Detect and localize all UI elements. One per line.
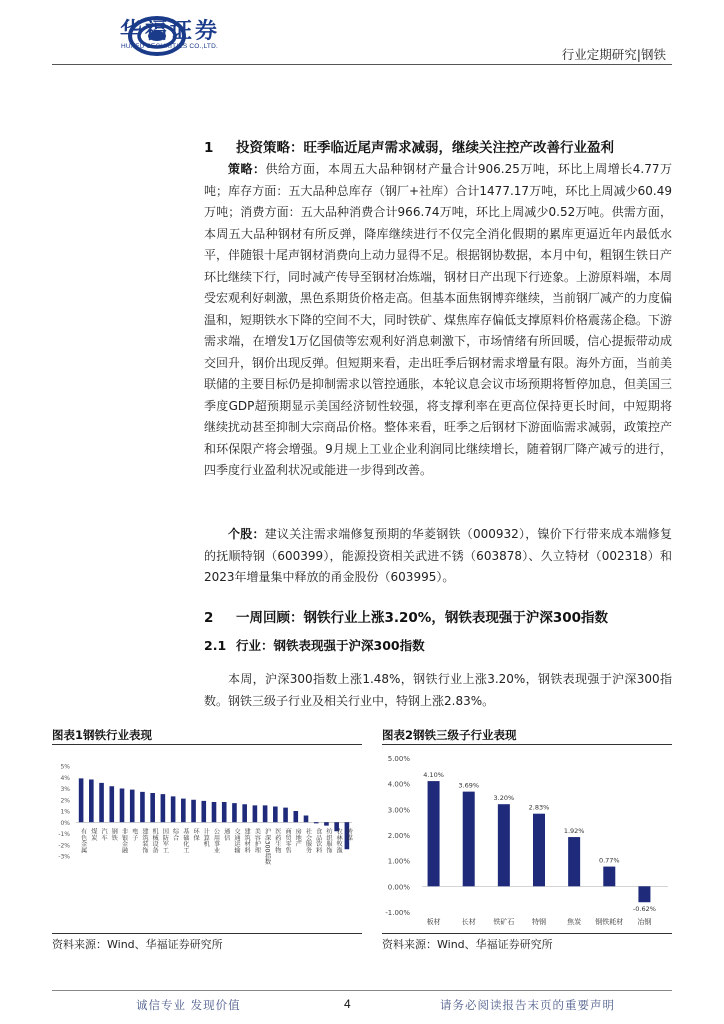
x-tick-label: 沪深300指数	[263, 828, 271, 865]
x-tick-label: 非银金融	[120, 828, 128, 854]
strategy-text: 供给方面，本周五大品种钢材产量合计906.25万吨，环比上周增长4.77万吨；库存方面：五大品种总库存（钢厂+社库）合计1477.17万吨，环比上周减少60.49万吨；消费方面：五大品种消费合计966.74万吨，环比上周减少0.52万吨。供需方面，本周五大品种钢材有所反弹，降库继续进行不仅完全消化假期的累库更逼近年内最低水平，伴随银十尾声钢材消费向上动力显得不足。根据钢协数据，本月中旬，粗钢生铁日产环比继续下行，同时减产传导至钢材冶炼端，钢材日产出现下行迹象。上游原料端，本周受宏观利好刺激，黑色系期货价格走高。但基本面焦钢博弈继续，当前钢厂减产的力度偏温和，短期铁水下降的空间不大，同时铁矿、煤焦库存偏低支撑原料价格震荡企稳。下游需求端，在增发1万亿国债等宏观利好消息刺激下，市场情绪有所回暖，信心提振带动成交回升，钢价出现反弹。但短期来看，走出旺季后钢材需求增量有限。海外方面，当前美联储的主要目标仍是抑制需求以管控通胀，本轮议息会议市场预期将暂停加息，但美国三季度GDP超预期显示美国经济韧性较强，将支撑利率在更高位保持更长时间，中短期将继续扰动甚至抑制大宗商品价格。整体来看，旺季之后钢材下游面临需求减弱，政策控产和环保限产将会增强。9月规上工业企业利润同比继续增长，随着钢厂降产减亏的进行，四季度行业盈利状况或能进一步得到改善。	[204, 162, 673, 477]
x-tick-label: 长材	[461, 918, 476, 926]
bar	[120, 789, 125, 823]
y-tick-label: -2%	[58, 842, 70, 850]
figure1-source: 资料来源：Wind、华福证券研究所	[52, 938, 223, 951]
footer-divider	[52, 990, 672, 991]
bar	[638, 886, 650, 902]
bar	[304, 816, 309, 823]
data-label: 2.83%	[528, 803, 550, 812]
bar	[273, 807, 278, 823]
bar	[232, 803, 237, 822]
bar	[428, 781, 440, 886]
bar	[533, 814, 545, 887]
bar	[79, 778, 84, 822]
y-tick-label: -1%	[58, 831, 70, 838]
bar	[201, 801, 206, 822]
bar	[140, 792, 145, 822]
x-tick-label: 特钢	[532, 918, 546, 926]
data-label: 0.77%	[598, 856, 620, 865]
x-tick-label: 传媒	[345, 828, 353, 841]
report-type: 行业定期研究|钢铁	[561, 47, 666, 62]
x-tick-label: 国防军工	[161, 828, 169, 854]
x-tick-label: 钢铁耗材	[595, 918, 624, 926]
footer-disclaimer: 请务必阅读报告末页的重要声明	[440, 998, 615, 1012]
y-tick-label: 4.00%	[387, 780, 410, 789]
y-tick-label: 3%	[60, 786, 70, 793]
x-tick-label: 计算机	[202, 828, 210, 847]
data-label: -0.62%	[632, 905, 656, 914]
section2-1-heading	[204, 636, 425, 654]
y-tick-label: 5%	[60, 763, 70, 771]
x-tick-label: 冶钢	[637, 918, 652, 926]
y-tick-label: -1.00%	[385, 909, 410, 917]
figure2-bottom-rule	[382, 933, 672, 934]
y-tick-label: 0.00%	[387, 883, 410, 892]
x-tick-label: 美容护理	[253, 828, 261, 854]
strategy-paragraph	[204, 159, 672, 482]
bar	[171, 796, 176, 822]
y-tick-label: 5.00%	[387, 755, 410, 763]
bar	[212, 802, 217, 822]
data-label: 4.10%	[423, 771, 444, 780]
x-tick-label: 铁矿石	[493, 918, 515, 926]
bar	[314, 822, 319, 823]
bar	[283, 808, 288, 823]
header-divider	[52, 64, 672, 65]
bar	[191, 800, 196, 823]
bar	[242, 804, 247, 822]
footer-slogan: 诚信专业 发现价值	[136, 998, 241, 1012]
section2-number: 2	[204, 610, 214, 626]
y-tick-label: 2%	[60, 797, 70, 805]
company-name-cn: 华福证券	[120, 19, 221, 44]
bar	[89, 780, 94, 823]
figure2-top-rule	[382, 744, 672, 745]
section1-title: 投资策略：旺季临近尾声需求减弱，继续关注控产改善行业盈利	[236, 140, 614, 156]
bar	[181, 799, 186, 823]
bar	[498, 804, 510, 886]
x-tick-label: 建筑材料	[243, 828, 251, 854]
y-tick-label: 1.00%	[387, 857, 410, 866]
bar	[150, 793, 155, 822]
x-tick-label: 医药生物	[273, 828, 281, 854]
figure1-title: 图表1钢铁行业表现	[52, 728, 153, 742]
x-tick-label: 纺织服饰	[324, 828, 332, 854]
figure2-chart	[382, 748, 672, 932]
x-tick-label: 农林牧渔	[335, 828, 343, 854]
figure2-source: 资料来源：Wind、华福证券研究所	[382, 938, 553, 951]
x-tick-label: 公用事业	[212, 828, 220, 854]
x-tick-label: 通信	[222, 828, 230, 841]
bar	[130, 790, 135, 823]
data-label: 3.20%	[493, 794, 515, 803]
bar	[324, 822, 329, 825]
y-tick-label: 2.00%	[387, 832, 410, 840]
data-label: 1.92%	[563, 827, 585, 836]
section2-heading	[204, 606, 608, 626]
x-tick-label: 钢铁	[110, 828, 118, 841]
bar	[293, 811, 298, 822]
bar	[109, 786, 114, 822]
figure1-top-rule	[52, 744, 362, 745]
bar	[463, 792, 475, 887]
data-label: 3.69%	[458, 781, 480, 790]
bar	[253, 805, 258, 822]
x-tick-label: 社会服务	[304, 828, 312, 854]
y-tick-label: 3.00%	[387, 806, 410, 815]
section2-1-number: 2.1	[204, 638, 227, 653]
section1-heading	[204, 136, 614, 156]
section2-1-title: 行业：钢铁表现强于沪深300指数	[236, 638, 425, 653]
y-tick-label: 4%	[60, 774, 70, 782]
x-tick-label: 房地产	[294, 828, 302, 847]
y-tick-label: 0%	[60, 819, 70, 827]
x-tick-label: 综合	[171, 828, 179, 841]
bar	[99, 783, 104, 822]
stocks-text: 建议关注需求端修复预期的华菱钢铁（000932），镍价下行带来成本端修复的抚顺特钢（600399），能源投资相关武进不锈（603878）、久立特材（002318）和2023年增量集中释放的甬金股份（603995）。	[204, 527, 672, 584]
x-tick-label: 食品饮料	[314, 828, 322, 854]
bar	[222, 802, 227, 822]
x-tick-label: 机械设备	[151, 828, 159, 854]
y-tick-label: -3%	[58, 853, 70, 861]
x-tick-label: 电子	[130, 828, 138, 841]
x-tick-label: 煤炭	[89, 828, 97, 841]
x-tick-label: 交通运输	[232, 828, 240, 854]
x-tick-label: 板材	[426, 918, 441, 926]
x-tick-label: 建筑装饰	[140, 828, 148, 854]
section1-number: 1	[204, 140, 214, 156]
bar	[263, 805, 268, 822]
x-tick-label: 商贸零售	[284, 828, 292, 854]
page-number: 4	[344, 997, 351, 1011]
x-tick-label: 环保	[192, 828, 200, 841]
y-tick-label: 1%	[60, 808, 70, 816]
bar	[568, 837, 580, 886]
stocks-paragraph	[204, 524, 672, 589]
section2-title: 一周回顾：钢铁行业上涨3.20%，钢铁表现强于沪深300指数	[236, 610, 609, 626]
stocks-label: 个股：	[228, 527, 265, 541]
x-tick-label: 基础化工	[181, 828, 189, 854]
x-tick-label: 汽车	[100, 828, 108, 841]
section2-paragraph: 本周，沪深300指数上涨1.48%，钢铁行业上涨3.20%，钢铁表现强于沪深300指数。钢铁三级子行业及相关行业中，特钢上涨2.83%。	[204, 672, 672, 708]
strategy-label: 策略：	[228, 162, 266, 176]
x-tick-label: 焦炭	[567, 918, 582, 926]
figure1-chart	[52, 748, 362, 932]
company-name-en: HUAFU SECURITIES CO.,LTD.	[121, 43, 218, 50]
figure1-bottom-rule	[52, 933, 362, 934]
bar	[161, 794, 166, 822]
figure2-title: 图表2钢铁三级子行业表现	[382, 728, 517, 742]
bar	[603, 867, 615, 887]
x-tick-label: 有色金属	[79, 828, 87, 854]
